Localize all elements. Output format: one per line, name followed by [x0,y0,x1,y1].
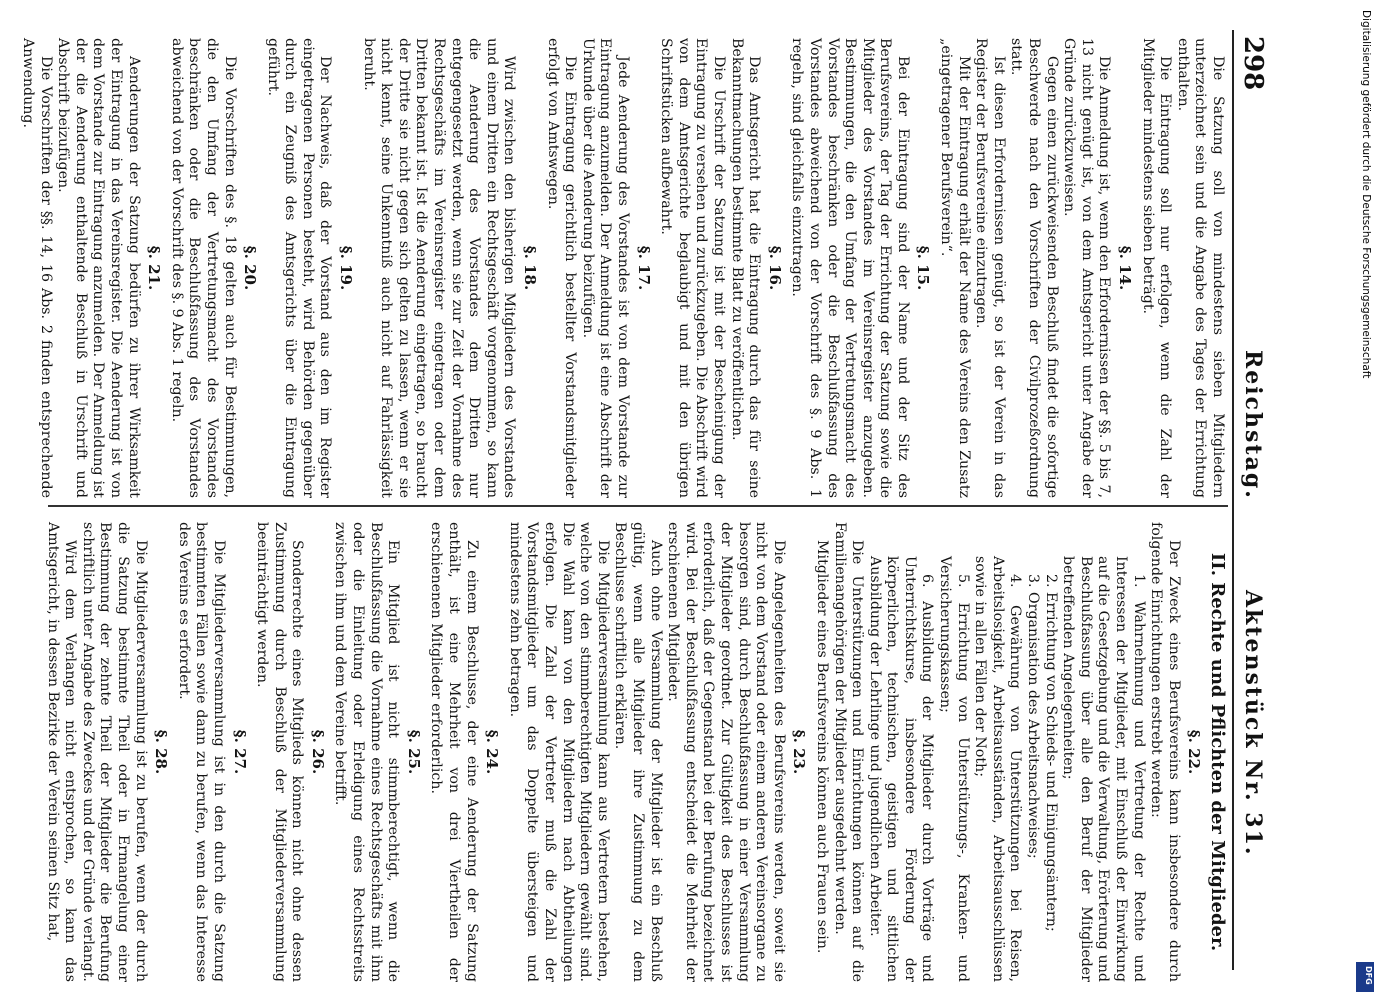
paragraph: Mit der Eintragung erhält der Name des Vereins den Zusatz „eingetragener Berufsverein“. [938,38,972,498]
paragraph: Auch ohne Versammlung der Mitglieder ist ein Beschluß gültig, wenn alle Mitglieder ihre Zustimmung zu dem Beschlusse schriftlich erklären. [612,522,664,982]
paragraph: Ist diesen Erfordernissen genügt, so ist der Verein in das Register der Berufsvereine einzutragen. [973,38,1007,498]
section-heading: §. 18. [521,245,540,291]
section-heading: §. 16. [765,245,784,291]
paragraph: Die Unterstützungen und Einrichtungen können auf die Familienangehörigen der Mitglieder ausgedehnt werden. [831,522,866,982]
paragraph: Aenderungen der Satzung bedürfen zu ihrer Wirksamkeit der Eintragung in das Vereinsregister. Die Aenderung ist von dem Vorstande zur Eintragung anzumelden. Der Anmeldung ist der die Aenderung enthaltende Beschluß in Urschrift und Abschrift beizufügen. [55,38,142,498]
paragraph: Die Mitgliederversammlung ist zu berufen, wenn der durch die Satzung bestimmte Theil oder in Ermangelung einer Bestimmung der zehnte Theil der Mitglieder die Berufung schriftlich unter Angabe des Zweckes und der Gründe verlangt. [79,522,149,982]
section-heading: §. 25. [404,729,423,775]
paragraph: Die Eintragung soll nur erfolgen, wenn die Zahl der Mitglieder mindestens sieben beträgt. [1139,38,1174,498]
right-column [46,522,1226,982]
section-heading: §. 27. [230,729,249,775]
list-item: 5. Errichtung von Unterstützungs-, Kranken- und Versicherungskassen; [937,556,971,982]
paragraph: Die Mitgliederversammlung kann aus Vertretern bestehen, welche von den stimmberechtigten Mitgliedern gewählt sind. Die Wahl kann von den Mitgliedern nach Abtheilungen erfolgen. Die Zahl der Vertreter muß die Zahl der Vorstandsmitglieder um das Doppelte übersteigen und mindestens zehn betragen. [506,522,611,982]
paragraph: Gegen einen zurückweisenden Beschluß findet die sofortige Beschwerde nach den Vorschriften der Civilprozeßordnung statt. [1008,38,1060,498]
section-heading: §. 22. [1185,729,1204,775]
left-column [20,38,1226,498]
list-item: 1. Wahrnehmung und Vertretung der Rechte und Interessen der Mitglieder, mit Einschluß der Einwirkung auf die Gesetzgebung und die Verwaltung, Erörterung und Beschlußfassung über alle den Beruf der Mitglieder betreffenden Angelegenheiten; [1060,556,1147,982]
paragraph: Die Eintragung gerichtlich bestellter Vorstandsmitglieder erfolgt von Amtswegen. [544,38,579,498]
paragraph: Die Mitgliederversammlung ist in den durch die Satzung bestimmten Fällen sowie dann zu berufen, wenn das Interesse des Vereins es erfordert. [175,522,227,982]
section-heading: §. 20. [241,245,260,291]
running-head-left: Reichstag. [1240,350,1266,500]
digitization-credit [1352,10,1378,990]
list-item: 2. Errichtung von Schieds- und Einigungsämtern; [1042,574,1059,932]
section-heading: §. 14. [1116,245,1135,291]
paragraph: Der Nachweis, daß der Vorstand aus den im Register eingetragenen Personen besteht, wird Behörden gegenüber durch ein Zeugniß des Amtsgerichts über die Eintragung geführt. [264,38,334,498]
section-heading: §. 17. [634,245,653,291]
section-heading: §. 23. [790,729,809,775]
paragraph: Die Angelegenheiten des Berufsvereins werden, soweit sie nicht von dem Vorstand oder einem anderen Vereinsorgane zu besorgen sind, durch Beschlußfassung in einer Versammlung der Mitglieder geordnet. Zur Gültigkeit des Beschlusses ist erforderlich, daß der Gegenstand bei der Berufung bezeichnet wird. Bei der Beschlußfassung entscheidet die Mehrheit der erschienenen Mitglieder. [665,522,787,982]
paragraph: Wird dem Verlangen nicht entsprochen, so kann das Amtsgericht, in dessen Bezirke der Verein seinen Sitz hat, [44,522,79,982]
paragraph: Ein Mitglied ist nicht stimmberechtigt, wenn die Beschlußfassung die Vornahme eines Rechtsgeschäfts mit ihm oder die Einleitung oder Erledigung eines Rechtsstreits zwischen ihm und dem Vereine betrifft. [332,522,402,982]
credit-text: Digitalisierung gefördert durch die Deutsche Forschungsgemeinschaft [1360,10,1372,379]
column-divider [48,505,1228,507]
section-heading: §. 19. [337,245,356,291]
page-header [1236,30,1272,970]
paragraph: Das Amtsgericht hat die Eintragung durch das für seine Bekanntmachungen bestimmte Blatt zu veröffentlichen. [728,38,763,498]
list-item: 6. Ausbildung der Mitglieder durch Vorträge und Unterrichtskurse, insbesondere Förderung der körperlichen, technischen, geistigen und sittlichen Ausbildung der Lehrlinge und jugendlichen Arbeiter. [866,556,936,982]
header-rule [1232,30,1234,970]
paragraph: Die Satzung soll von mindestens sieben Mitgliedern unterzeichnet sein und die Angabe des Tages der Errichtung enthalten. [1174,38,1226,498]
list-item: 3. Organisation des Arbeitsnachweises; [1025,574,1042,859]
paragraph: Der Zweck eines Berufsvereins kann insbesondere durch folgende Einrichtungen erstrebt werden: [1148,522,1182,982]
paragraph: Die Vorschriften des §. 18 gelten auch für Bestimmungen, die den Umfang der Vertretungsmacht des Vorstandes beschränken oder die Beschlußfassung des Vorstandes abweichend von der Vorschrift des §. 9 Abs. 1 regeln. [168,38,238,498]
paragraph: Zu einem Beschlusse, der eine Aenderung der Satzung enthält, ist eine Mehrheit von drei Viertheilen der erschienenen Mitglieder erforderlich. [428,522,480,982]
paragraph: Die Vorschriften der §§. 14, 16 Abs. 2 finden entsprechende Anwendung. [20,38,54,498]
paragraph: Wird zwischen den bisherigen Mitgliedern des Vorstandes und einem Dritten ein Rechtsgeschäft vorgenommen, so kann die Aenderung des Vorstandes dem Dritten nur entgegengesetzt werden, wenn sie zur Zeit der Vornahme des Rechtsgeschäfts im Vereinsregister eingetragen oder dem Dritten bekannt ist. Ist die Aenderung eingetragen, so braucht der Dritte sie nicht gegen sich gelten zu lassen, wenn er sie nicht kennt, seine Unkenntniß auch nicht auf Fahrlässigkeit beruht. [360,38,518,498]
paragraph: Mitglieder eines Berufsvereins können auch Frauen sein. [813,540,830,954]
section-heading: §. 28. [152,729,171,775]
section-heading: §. 21. [145,245,164,291]
paragraph: Die Urschrift der Satzung ist mit der Bescheinigung der Eintragung zu versehen und zurückzugeben. Die Abschrift wird von dem Amtsgerichte beglaubigt und mit den übrigen Schriftstücken aufbewahrt. [658,38,727,498]
paragraph: Sonderrechte eines Mitglieds können nicht ohne dessen Zustimmung durch Beschluß der Mitgliederversammlung beeinträchtigt werden. [254,522,306,982]
paragraph: Die Anmeldung ist, wenn den Erfordernissen der §§. 5 bis 7, 13 nicht genügt ist, von dem Amtsgericht unter Angabe der Gründe zurückzuweisen. [1061,38,1113,498]
dfg-logo-text: DFG [1364,966,1373,985]
section-heading: §. 26. [308,729,327,775]
running-head-right: Aktenstück Nr. 31. [1240,590,1266,857]
paragraph: Jede Aenderung des Vorstandes ist von dem Vorstande zur Eintragung anzumelden. Der Anmeldung ist eine Abschrift der Urkunde über die Aenderung beizufügen. [579,38,631,498]
page-number: 298 [1238,36,1268,91]
section-heading: §. 24. [483,729,502,775]
section-heading: §. 15. [914,245,933,291]
paragraph: Bei der Eintragung sind der Name und der Sitz des Berufsvereins, der Tag der Errichtung der Satzung sowie die Mitglieder des Vorstandes im Vereinsregister anzugeben. Bestimmungen, die den Umfang der Vertretungsmacht des Vorstandes beschränken oder die Beschlußfassung des Vorstandes abweichend von der Vorschrift des §. 9 Abs. 1 regeln, sind gleichfalls einzutragen. [789,38,911,498]
list-item: 4. Gewährung von Unterstützungen bei Reisen, Arbeitslosigkeit, Arbeitsausständen, Arbeitsausschlüssen sowie in allen Fällen der Noth; [972,556,1024,982]
dfg-logo-icon [1356,962,1374,992]
chapter-title: II. Rechte und Pflichten der Mitglieder. [1207,552,1228,952]
